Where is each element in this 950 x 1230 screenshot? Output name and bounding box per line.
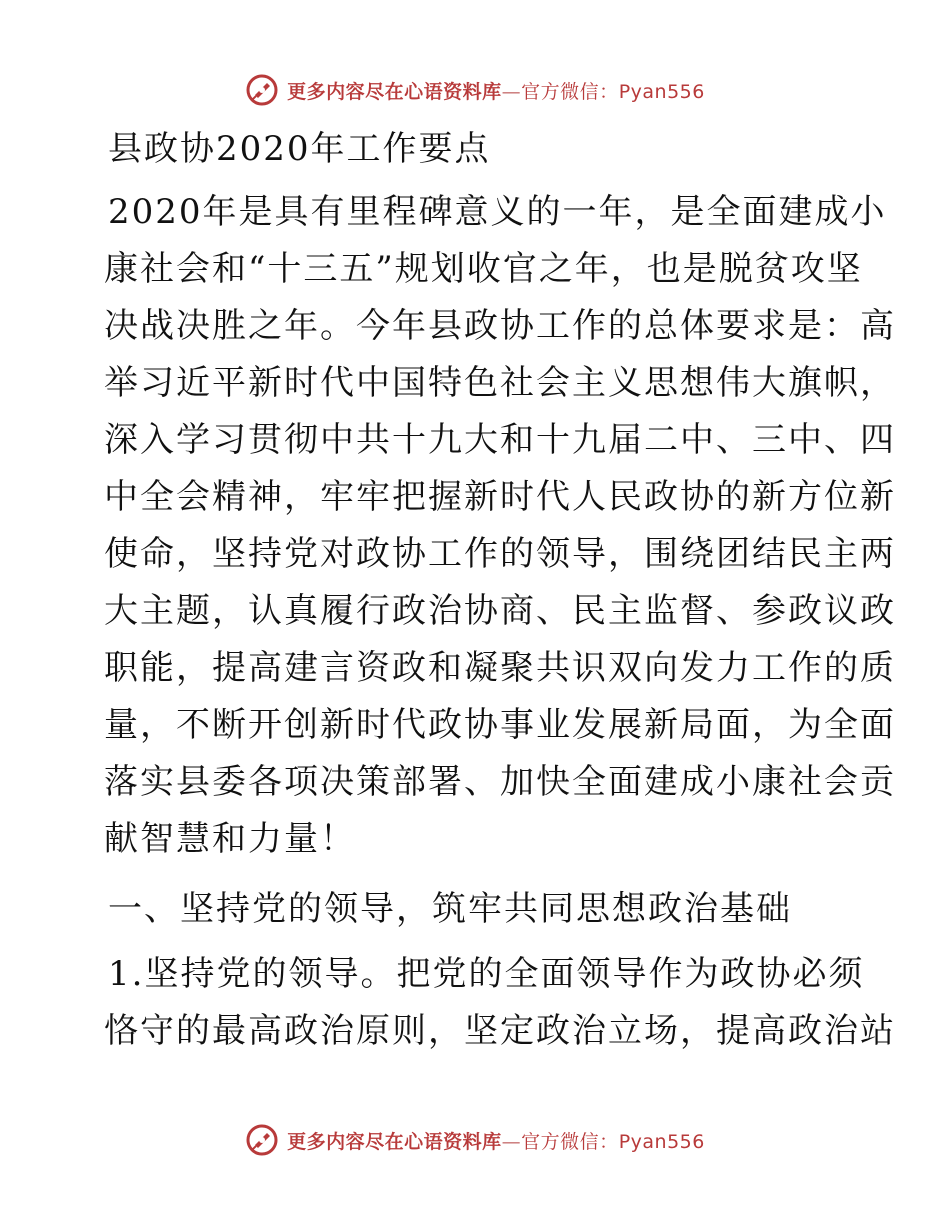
item-paragraph xyxy=(104,946,896,1060)
document-title: 县政协2020年工作要点 xyxy=(108,129,491,169)
logo-icon xyxy=(245,1123,279,1157)
watermark-text: 更多内容尽在心语资料库—官方微信：Pyan556 xyxy=(287,80,705,103)
footer-watermark xyxy=(0,1120,950,1160)
paragraph-line: 康社会和“十三五”规划收官之年，也是脱贫攻坚 xyxy=(104,249,863,289)
paragraph-line: 大主题，认真履行政治协商、民主监督、参政议政 xyxy=(104,591,896,631)
paragraph-line: 恪守的最高政治原则，坚定政治立场，提高政治站 xyxy=(104,1011,896,1051)
paragraph-line: 职能，提高建言资政和凝聚共识双向发力工作的质 xyxy=(104,648,896,688)
paragraph-line: 献智慧和力量！ xyxy=(104,819,356,859)
paragraph-line: 2020年是具有里程碑意义的一年，是全面建成小 xyxy=(108,192,887,232)
document-body xyxy=(104,124,896,1060)
paragraph-line: 深入学习贯彻中共十九大和十九届二中、三中、四 xyxy=(104,420,896,460)
section-heading: 一、坚持党的领导，筑牢共同思想政治基础 xyxy=(108,889,792,929)
paragraph-line: 落实县委各项决策部署、加快全面建成小康社会贡 xyxy=(104,762,896,802)
paragraph-line: 使命，坚持党对政协工作的领导，围绕团结民主两 xyxy=(104,534,896,574)
paragraph-line: 中全会精神，牢牢把握新时代人民政协的新方位新 xyxy=(104,477,896,517)
intro-paragraph xyxy=(104,184,896,868)
paragraph-line: 决战决胜之年。今年县政协工作的总体要求是：高 xyxy=(104,306,896,346)
paragraph-line: 1.坚持党的领导。把党的全面领导作为政协必须 xyxy=(108,954,865,994)
watermark-text: 更多内容尽在心语资料库—官方微信：Pyan556 xyxy=(287,1130,705,1153)
paragraph-line: 量，不断开创新时代政协事业发展新局面，为全面 xyxy=(104,705,896,745)
header-watermark xyxy=(0,70,950,110)
paragraph-line: 举习近平新时代中国特色社会主义思想伟大旗帜， xyxy=(104,363,896,403)
logo-icon xyxy=(245,73,279,107)
